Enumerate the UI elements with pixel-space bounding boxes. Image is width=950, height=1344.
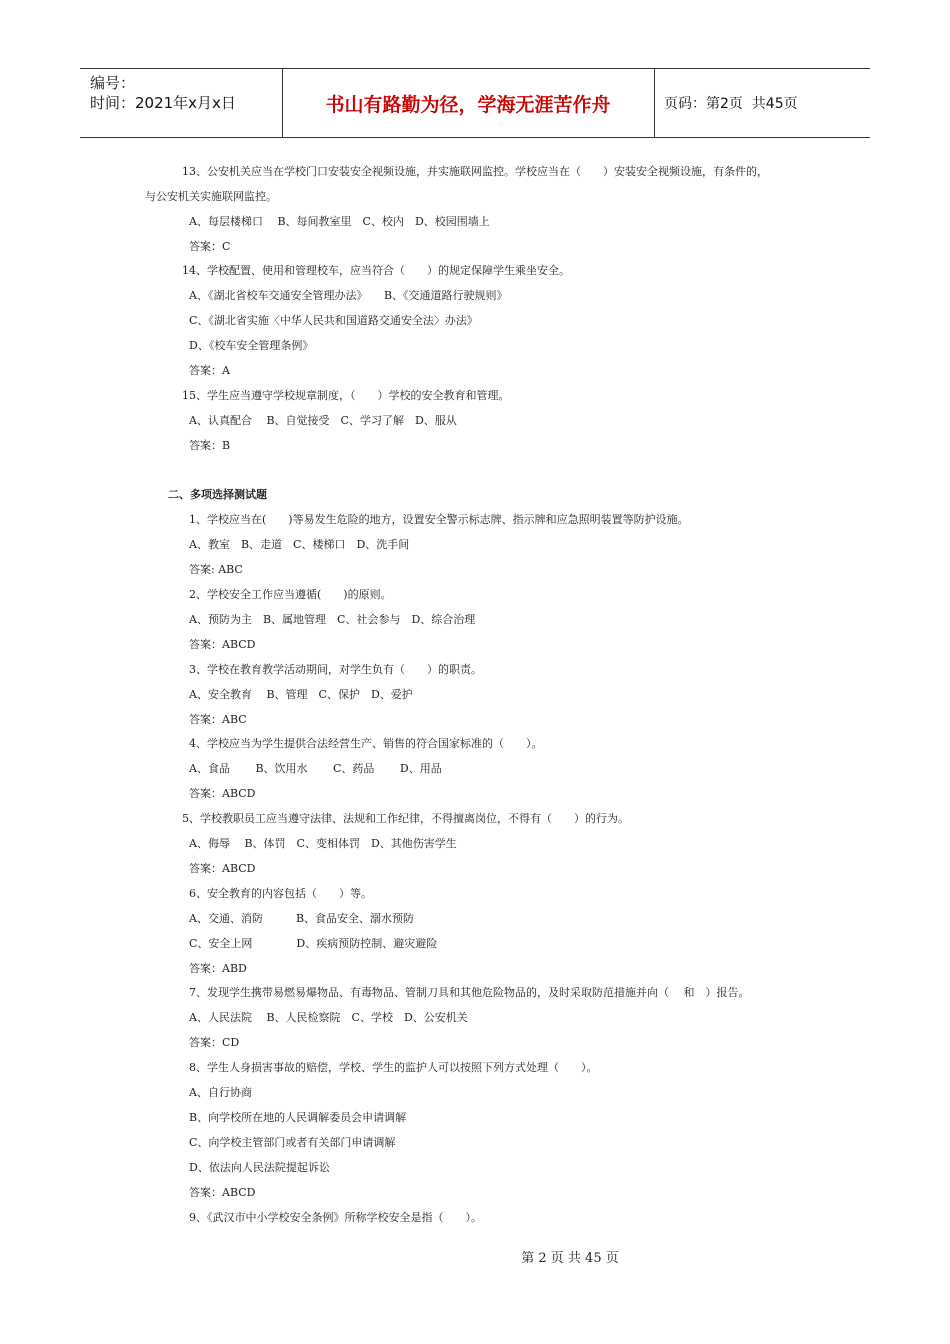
- text-line: A、侮辱 B、体罚 C、变相体罚 D、其他伤害学生: [189, 837, 457, 850]
- page-footer: 第 2 页 共 45 页: [521, 1251, 619, 1266]
- page-header: [80, 68, 870, 138]
- page-info-text: 页码：第2页 共45页: [664, 96, 798, 112]
- text-line: 13、公安机关应当在学校门口安装安全视频设施，并实施联网监控。学校应当在（ ）安装安全视频设施，有条件的，: [182, 165, 768, 178]
- text-line: 7、发现学生携带易燃易爆物品、有毒物品、管制刀具和其他危险物品的，及时采取防范措施并向（ 和 ）报告。: [189, 986, 750, 999]
- text-line: 答案：A: [189, 364, 230, 377]
- text-line: 答案: ABC: [189, 563, 243, 576]
- text-line: 1、学校应当在( )等易发生危险的地方，设置安全警示标志牌、指示牌和应急照明装置等防护设施。: [189, 513, 689, 526]
- text-line: 8、学生人身损害事故的赔偿，学校、学生的监护人可以按照下列方式处理（ ）。: [189, 1061, 598, 1074]
- text-line: 9、《武汉市中小学校安全条例》所称学校安全是指（ ）。: [189, 1211, 482, 1224]
- text-line: 5、学校教职员工应当遵守法律、法规和工作纪律，不得擅离岗位，不得有（ ）的行为。: [182, 812, 629, 825]
- text-line: C、《湖北省实施〈中华人民共和国道路交通安全法〉办法》: [189, 314, 478, 327]
- text-line: 14、学校配置、使用和管理校车，应当符合（ ）的规定保障学生乘坐安全。: [182, 264, 570, 277]
- text-line: 答案：B: [189, 439, 231, 452]
- text-line: A、自行协商: [189, 1086, 252, 1099]
- text-line: D、依法向人民法院提起诉讼: [189, 1161, 330, 1174]
- text-line: C、安全上网 D、疾病预防控制、避灾避险: [189, 937, 438, 950]
- text-line: 4、学校应当为学生提供合法经营生产、销售的符合国家标准的（ ）。: [189, 737, 543, 750]
- text-line: A、《湖北省校车交通安全管理办法》 B、《交通道路行驶规则》: [189, 289, 508, 302]
- text-line: A、人民法院 B、人民检察院 C、学校 D、公安机关: [189, 1011, 468, 1024]
- text-line: 答案：ABD: [189, 962, 247, 975]
- header-divider-right: [654, 69, 655, 137]
- text-line: 答案：C: [189, 240, 231, 253]
- section-heading: 二、多项选择测试题: [168, 488, 267, 501]
- text-line: D、《校车安全管理条例》: [189, 339, 314, 352]
- text-line: 6、安全教育的内容包括（ ）等。: [189, 887, 372, 900]
- header-page-info: [664, 69, 798, 137]
- text-line: B、向学校所在地的人民调解委员会申请调解: [189, 1111, 407, 1124]
- text-line: 答案：CD: [189, 1036, 240, 1049]
- text-line: 与公安机关实施联网监控。: [145, 190, 277, 203]
- text-line: A、认真配合 B、自觉接受 C、学习了解 D、服从: [189, 414, 457, 427]
- text-line: 15、学生应当遵守学校规章制度，（ ）学校的安全教育和管理。: [182, 389, 510, 402]
- header-motto: 书山有路勤为径，学海无涯苦作舟: [325, 93, 611, 116]
- text-line: A、预防为主 B、属地管理 C、社会参与 D、综合治理: [189, 613, 476, 626]
- text-line: 2、学校安全工作应当遵循( )的原则。: [189, 588, 392, 601]
- document-time: 时间：2021年x月x日: [90, 94, 236, 112]
- text-line: 答案：ABC: [189, 713, 247, 726]
- text-line: 答案：ABCD: [189, 638, 256, 651]
- text-line: 答案：ABCD: [189, 787, 256, 800]
- text-line: A、交通、消防 B、食品安全、溺水预防: [189, 912, 415, 925]
- document-number-label: 编号：: [90, 74, 136, 92]
- text-line: C、向学校主管部门或者有关部门申请调解: [189, 1136, 396, 1149]
- text-line: 答案：ABCD: [189, 862, 256, 875]
- text-line: A、食品 B、饮用水 C、药品 D、用品: [189, 762, 442, 775]
- text-line: A、教室 B、走道 C、楼梯口 D、洗手间: [189, 538, 410, 551]
- text-line: A、安全教育 B、管理 C、保护 D、爱护: [189, 688, 413, 701]
- header-meta: [90, 73, 236, 113]
- text-line: 答案：ABCD: [189, 1186, 256, 1199]
- text-line: A、每层楼梯口 B、每间教室里 C、校内 D、校园围墙上: [189, 215, 490, 228]
- text-line: 3、学校在教育教学活动期间，对学生负有（ ）的职责。: [189, 663, 482, 676]
